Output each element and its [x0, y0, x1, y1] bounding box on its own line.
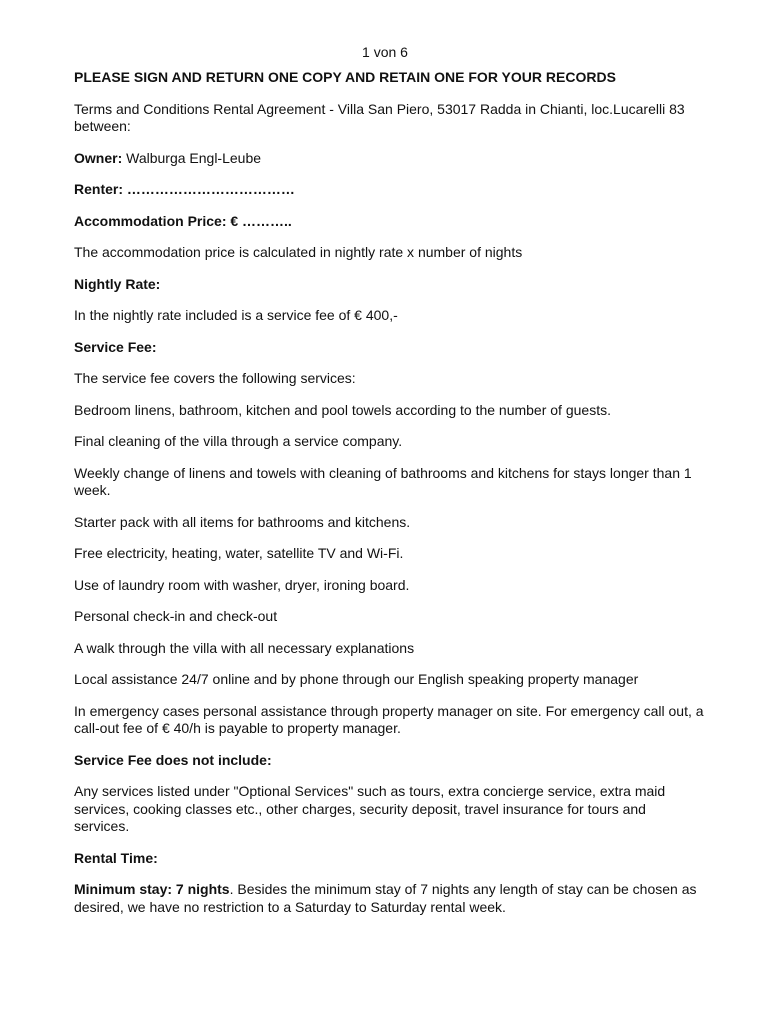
service-item: Use of laundry room with washer, dryer, ironing board.: [74, 576, 410, 593]
service-item: Weekly change of linens and towels with cleaning of bathrooms and kitchens for stays longer than 1 week.: [74, 464, 692, 498]
service-item: A walk through the villa with all necessary explanations: [74, 639, 415, 656]
service-item: Final cleaning of the villa through a service company.: [74, 433, 403, 449]
owner-value: Walburga Engl-Leube: [122, 149, 262, 166]
service-item: In emergency cases personal assistance through property manager on site. For emergency call out, a call-out fee of € 40/h is payable to property manager.: [74, 702, 704, 736]
not-include-text: Any services listed under "Optional Services" such as tours, extra concierge service, extra maid services, cooking classes etc., other charges, security deposit, travel insurance for tours and services.: [74, 783, 666, 834]
minimum-stay-paragraph: [74, 881, 704, 916]
service-item: Local assistance 24/7 online and by phone through our English speaking property manager: [74, 671, 639, 687]
nightly-rate-heading: Nightly Rate:: [74, 275, 161, 292]
minimum-stay-label: Minimum stay: 7 nights: [74, 881, 230, 897]
price-line: Accommodation Price: € ………..: [74, 212, 292, 229]
owner-label: Owner:: [74, 149, 123, 166]
service-fee-heading: Service Fee:: [74, 338, 157, 355]
renter-line: Renter: ………………………………: [74, 181, 295, 197]
service-item: Starter pack with all items for bathrooms and kitchens.: [74, 513, 411, 530]
price-note: The accommodation price is calculated in nightly rate x number of nights: [74, 244, 523, 260]
service-fee-intro: The service fee covers the following services:: [74, 370, 356, 386]
rental-time-heading: Rental Time:: [74, 849, 158, 866]
service-item: Free electricity, heating, water, satellite TV and Wi-Fi.: [74, 545, 404, 561]
document-body: [74, 69, 704, 930]
owner-line: [74, 150, 704, 168]
service-item: Bedroom linens, bathroom, kitchen and pool towels according to the number of guests.: [74, 401, 611, 418]
document-heading: PLEASE SIGN AND RETURN ONE COPY AND RETAIN ONE FOR YOUR RECORDS: [74, 69, 616, 85]
minimum-stay-text: . Besides the minimum stay of 7 nights any length of stay can be chosen as desired, we have no restriction to a Saturday to Saturday rental week.: [74, 881, 697, 915]
nightly-rate-text: In the nightly rate included is a service fee of € 400,-: [74, 307, 398, 323]
not-include-heading: Service Fee does not include:: [74, 751, 272, 768]
intro-paragraph: Terms and Conditions Rental Agreement - Villa San Piero, 53017 Radda in Chianti, loc.Lucarelli 83 between:: [74, 100, 685, 134]
page-number: 1 von 6: [362, 44, 408, 60]
service-item: Personal check-in and check-out: [74, 608, 278, 624]
